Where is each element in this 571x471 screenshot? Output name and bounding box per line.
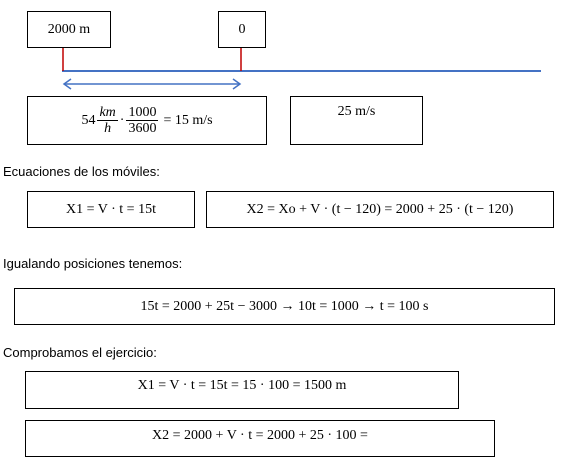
speed2-box xyxy=(290,96,423,145)
eq3-box xyxy=(14,288,555,325)
speed-conversion-box xyxy=(27,96,267,145)
ecuaciones-label: Ecuaciones de los móviles: xyxy=(3,164,160,179)
eq1-text: X1 = V · t = 15t xyxy=(66,201,156,217)
mult-dot: · xyxy=(119,112,125,128)
eq2-text: X2 = Xo + V · (t − 120) = 2000 + 25 · (t − 120) xyxy=(246,201,514,217)
eq2-box xyxy=(206,191,554,228)
conversion-denominator: 3600 xyxy=(128,121,157,136)
eq5-box xyxy=(25,420,495,457)
eq5-text: X2 = 2000 + V · t = 2000 + 25 · 100 = xyxy=(152,428,368,443)
position-box-2000 xyxy=(27,11,111,48)
unit-denominator: h xyxy=(104,121,112,136)
speed-coef: 54 xyxy=(81,112,96,128)
conversion-numerator: 1000 xyxy=(128,105,157,120)
distance-arrow xyxy=(64,79,240,89)
position-2000-text: 2000 m xyxy=(47,21,91,37)
igualando-label: Igualando posiciones tenemos: xyxy=(3,256,183,271)
eq4-box xyxy=(25,371,459,409)
eq1-box xyxy=(27,191,195,228)
speed2-text: 25 m/s xyxy=(337,104,376,119)
conversion-fraction xyxy=(126,105,158,136)
eq4-text: X1 = V · t = 15t = 15 · 100 = 1500 m xyxy=(137,378,347,393)
unit-fraction xyxy=(97,105,117,136)
eq3-text: 15t = 2000 + 25t − 3000 → 10t = 1000 → t = 100 s xyxy=(140,298,429,314)
unit-numerator: km xyxy=(99,105,116,120)
position-box-0 xyxy=(218,11,266,48)
position-0-text: 0 xyxy=(238,21,246,37)
speed-result: = 15 m/s xyxy=(163,112,213,128)
comprobamos-label: Comprobamos el ejercicio: xyxy=(3,345,157,360)
